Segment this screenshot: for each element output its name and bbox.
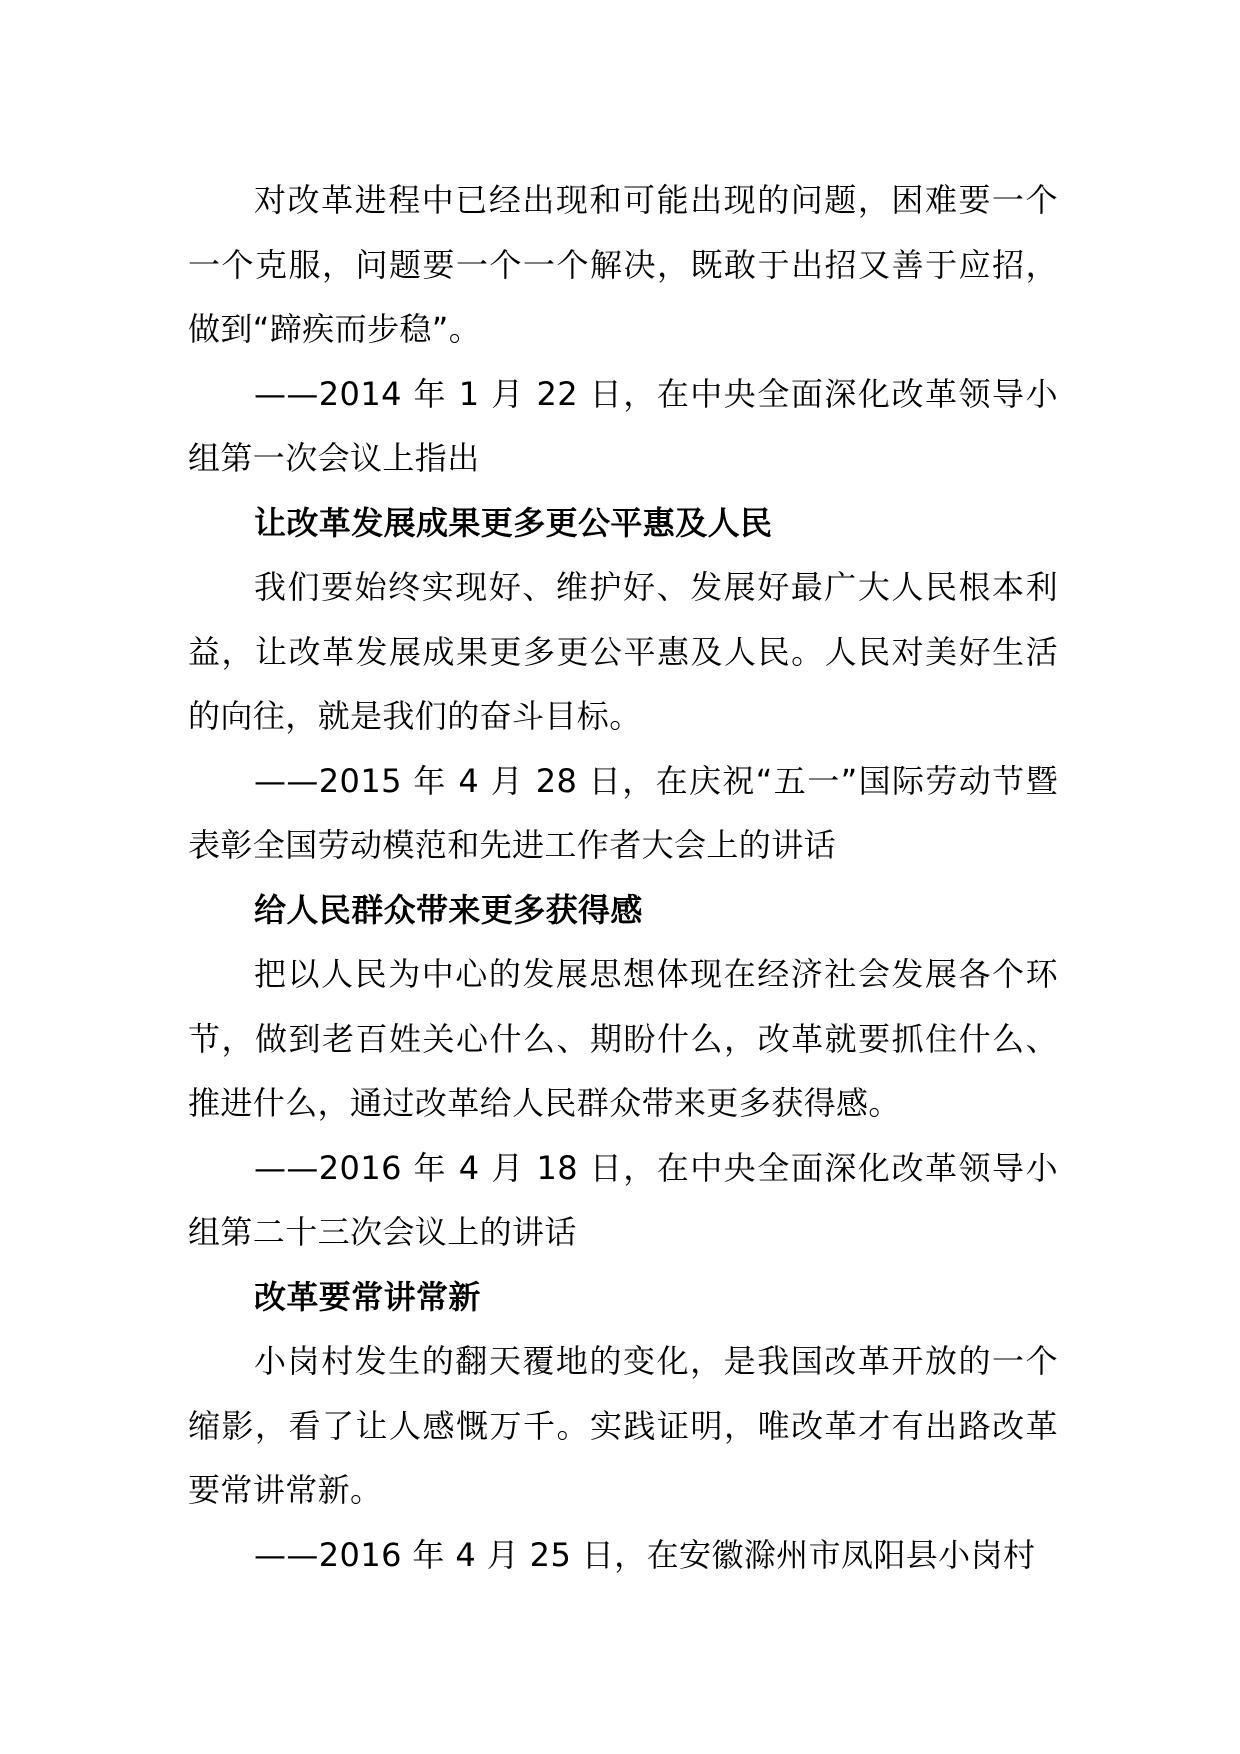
document-page	[188, 168, 1058, 1587]
attribution-paragraph: ——2015 年 4 月 28 日，在庆祝“五一”国际劳动节暨表彰全国劳动模范和先进工作者大会上的讲话	[188, 761, 1058, 864]
attribution-paragraph: ——2016 年 4 月 18 日，在中央全面深化改革领导小组第二十三次会议上的讲话	[188, 1148, 1058, 1251]
section-heading: 给人民群众带来更多获得感	[254, 890, 643, 929]
body-paragraph: 我们要始终实现好、维护好、发展好最广大人民根本利益，让改革发展成果更多更公平惠及人民。人民对美好生活的向往，就是我们的奋斗目标。	[188, 568, 1058, 735]
section-heading: 改革要常讲常新	[254, 1277, 481, 1316]
body-paragraph: 把以人民为中心的发展思想体现在经济社会发展各个环节，做到老百姓关心什么、期盼什么，改革就要抓住什么、推进什么，通过改革给人民群众带来更多获得感。	[188, 955, 1058, 1122]
attribution-paragraph: ——2016 年 4 月 25 日，在安徽滁州市凤阳县小岗村	[254, 1535, 1036, 1574]
section-heading: 让改革发展成果更多更公平惠及人民	[254, 503, 773, 542]
body-paragraph: 小岗村发生的翻天覆地的变化，是我国改革开放的一个缩影，看了让人感慨万千。实践证明，唯改革才有出路改革要常讲常新。	[188, 1342, 1058, 1509]
body-paragraph: 对改革进程中已经出现和可能出现的问题，困难要一个一个克服，问题要一个一个解决，既敢于出招又善于应招，做到“蹄疾而步稳”。	[188, 181, 1058, 348]
attribution-paragraph: ——2014 年 1 月 22 日，在中央全面深化改革领导小组第一次会议上指出	[188, 374, 1058, 477]
